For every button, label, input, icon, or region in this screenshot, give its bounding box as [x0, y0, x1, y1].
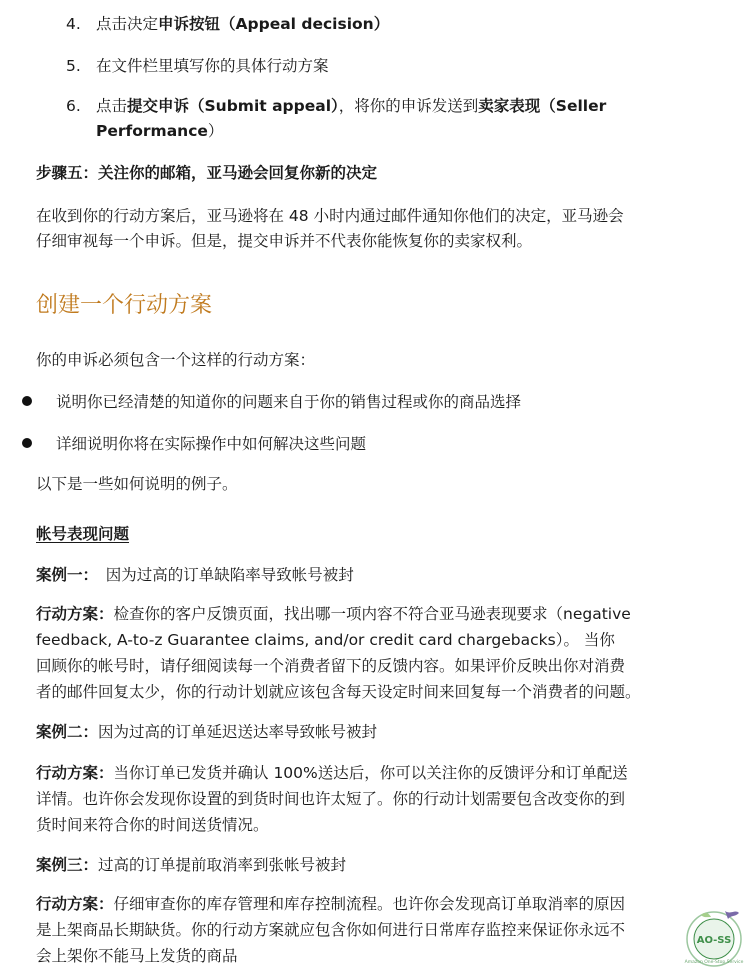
bullet-dot	[22, 396, 32, 406]
case-2-plan-line: 货时间来符合你的时间送货情况。	[36, 816, 269, 834]
step-text: 点击决定	[96, 15, 159, 33]
bullet-dot	[22, 438, 32, 448]
case-label: 案例一：	[36, 566, 91, 584]
plan-label: 行动方案：	[36, 764, 114, 782]
step-bold-text-3: Performance	[96, 122, 208, 140]
step-bold-text: 申诉按钮（Appeal decision）	[158, 15, 390, 33]
bullet-item: 详细说明你将在实际操作中如何解决这些问题	[56, 435, 367, 453]
step-4	[66, 14, 389, 34]
step-bold-text: 提交申诉（Submit appeal）	[127, 97, 339, 115]
case-label: 案例二：	[36, 723, 99, 741]
step-number: 5.	[66, 57, 81, 75]
plan-text: 当你订单已发货并确认 100%送达后，你可以关注你的反馈评分和订单配送	[113, 764, 628, 782]
logo-ring-text: Amazon One-Stop Service	[684, 960, 744, 965]
step-text-continued: ，将你的申诉发送到	[338, 97, 479, 115]
case-text: 因为过高的订单延迟送达率导致帐号被封	[98, 723, 378, 741]
step-text: 在文件栏里填写你的具体行动方案	[96, 57, 329, 75]
case-3-title	[36, 855, 346, 875]
bullet-item: 说明你已经清楚的知道你的问题来自于你的销售过程或你的商品选择	[56, 393, 522, 411]
case-1-plan-line: 回顾你的帐号时，请仔细阅读每一个消费者留下的反馈内容。如果评价反映出你对消费	[36, 657, 626, 675]
step-number: 4.	[66, 15, 81, 33]
logo-text: AO-SS	[696, 935, 732, 946]
step-6-continued	[96, 121, 223, 141]
section-title: 创建一个行动方案	[36, 293, 213, 318]
step-number: 6.	[66, 97, 81, 115]
case-1-plan-line: 者的邮件回复太少，你的行动计划就应该包含每天设定时间来回复每一个消费者的问题。	[36, 683, 641, 701]
case-3-plan-line	[36, 894, 625, 914]
case-text: 因为过高的订单缺陷率导致帐号被封	[90, 566, 354, 584]
case-2-plan-line	[36, 763, 628, 783]
case-1-title	[36, 565, 354, 585]
step-text-end: ）	[207, 122, 224, 140]
plan-label: 行动方案：	[36, 605, 114, 623]
case-label: 案例三：	[36, 856, 99, 874]
case-1-plan-line	[36, 604, 631, 624]
step-6	[66, 96, 606, 116]
case-2-plan-line: 详情。也许你会发现你设置的到货时间也许太短了。你的行动计划需要包含改变你的到	[36, 790, 626, 808]
plan-text: 检查你的客户反馈页面，找出哪一项内容不符合亚马逊表现要求（negative	[113, 605, 631, 623]
case-3-plan-line: 会上架你不能马上发货的商品	[36, 947, 238, 965]
plan-text: 仔细审查你的库存管理和库存控制流程。也许你会发现高订单取消率的原因	[113, 895, 626, 913]
step-text: 点击	[96, 97, 128, 115]
step-bold-text-2: 卖家表现（Seller	[478, 97, 607, 115]
case-1-plan-line: feedback, A-to-z Guarantee claims, and/or credit card chargebacks）。 当你	[36, 631, 615, 649]
step-5	[66, 56, 329, 76]
case-text: 过高的订单提前取消率到张帐号被封	[98, 856, 347, 874]
step5-paragraph-line: 仔细审视每一个申诉。但是，提交申诉并不代表你能恢复你的卖家权利。	[36, 232, 533, 250]
aoss-logo	[681, 905, 747, 971]
section-outro: 以下是一些如何说明的例子。	[36, 475, 238, 493]
case-3-plan-line: 是上架商品长期缺货。你的行动方案就应包含你如何进行日常库存监控来保证你永远不	[36, 921, 626, 939]
step5-paragraph-line: 在收到你的行动方案后，亚马逊将在 48 小时内通过邮件通知你他们的决定，亚马逊会	[36, 207, 624, 225]
step5-heading: 步骤五：关注你的邮箱，亚马逊会回复你新的决定	[36, 164, 378, 182]
account-heading: 帐号表现问题	[36, 525, 130, 543]
section-intro: 你的申诉必须包含一个这样的行动方案：	[36, 351, 316, 369]
plan-label: 行动方案：	[36, 895, 114, 913]
case-2-title	[36, 722, 377, 742]
